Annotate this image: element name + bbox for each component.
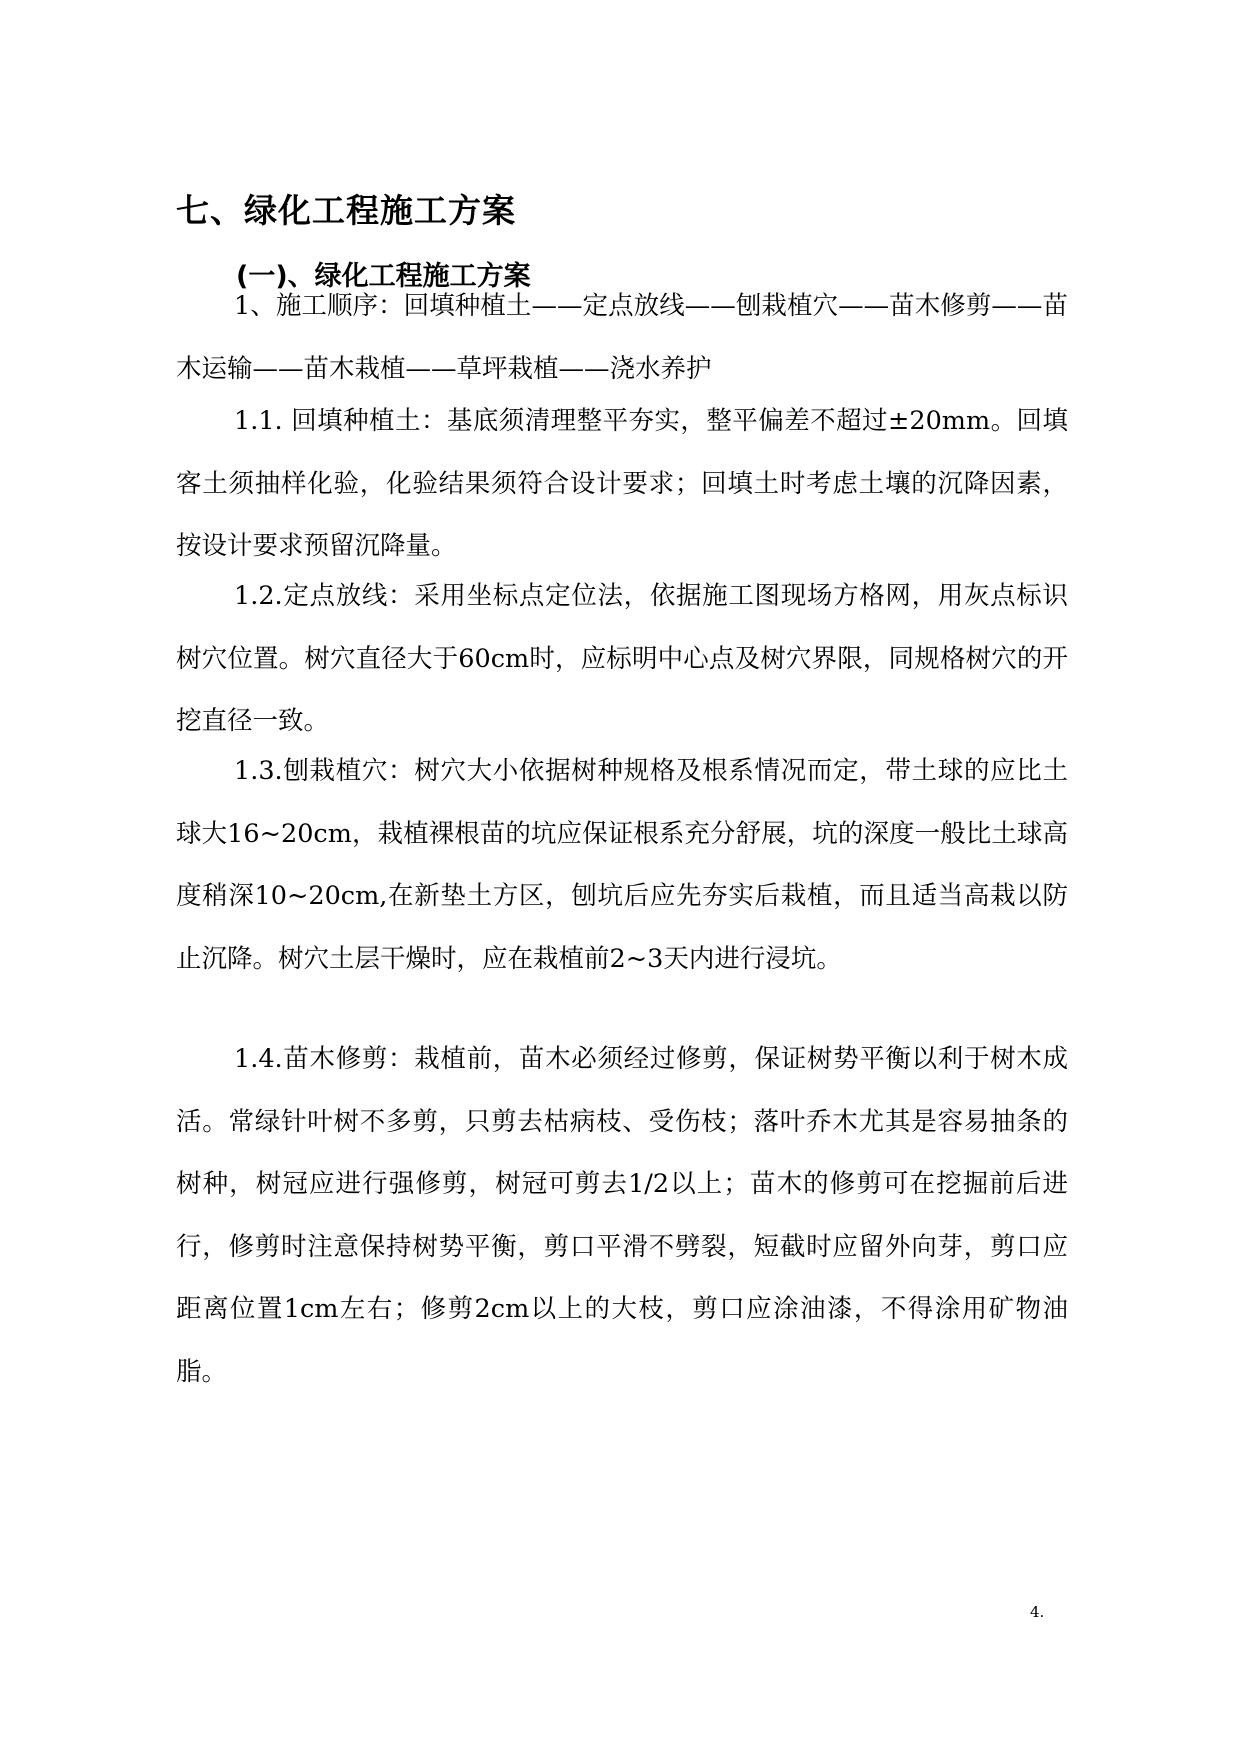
paragraph-planting-pits: 1.3.刨栽植穴：树穴大小依据树种规格及根系情况而定，带土球的应比土球大16~20cm，栽植裸根苗的坑应保证根系充分舒展，坑的深度一般比土球高度稍深10~20cm,在新垫土方区，刨坑后应先夯实后栽植，而且适当高栽以防止沉降。树穴土层干燥时，应在栽植前2~3天内进行浸坑。 [176, 756, 1068, 974]
paragraph-setting-out: 1.2.定点放线：采用坐标点定位法，依据施工图现场方格网，用灰点标识树穴位置。树穴直径大于60cm时，应标明中心点及树穴界限，同规格树穴的开挖直径一致。 [176, 581, 1068, 736]
paragraph-construction-sequence: 1、施工顺序：回填种植土——定点放线——刨栽植穴——苗木修剪——苗木运输——苗木栽植——草坪栽植——浇水养护 [176, 291, 1068, 384]
section-title: (一)、绿化工程施工方案 [236, 261, 531, 292]
page-number: 4. [1030, 1603, 1045, 1621]
paragraph-backfill-soil: 1.1. 回填种植土：基底须清理整平夯实，整平偏差不超过±20mm。回填客土须抽样化验，化验结果须符合设计要求；回填土时考虑土壤的沉降因素，按设计要求预留沉降量。 [176, 406, 1068, 561]
chapter-title: 七、绿化工程施工方案 [176, 191, 516, 230]
paragraph-seedling-pruning: 1.4.苗木修剪：栽植前，苗木必须经过修剪，保证树势平衡以利于树木成活。常绿针叶树不多剪，只剪去枯病枝、受伤枝；落叶乔木尤其是容易抽条的树种，树冠应进行强修剪，树冠可剪去1/2以上；苗木的修剪可在挖掘前后进行，修剪时注意保持树势平衡，剪口平滑不劈裂，短截时应留外向芽，剪口应距离位置1cm左右；修剪2cm以上的大枝，剪口应涂油漆，不得涂用矿物油脂。 [176, 1044, 1068, 1387]
